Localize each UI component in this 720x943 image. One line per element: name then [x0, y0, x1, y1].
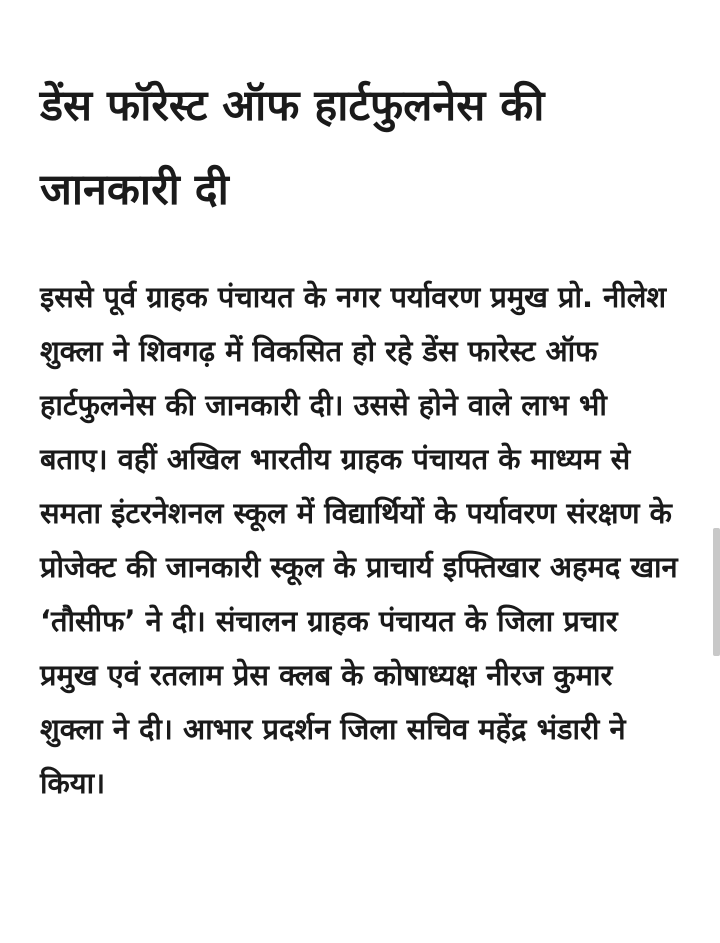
article-headline: डेंस फॉरेस्ट ऑफ हार्टफुलनेस की जानकारी दी: [40, 81, 545, 215]
article-body: इससे पूर्व ग्राहक पंचायत के नगर पर्यावरण प्रमुख प्रो. नीलेश शुक्ला ने शिवगढ़ में विकसित हो रहे डेंस फारेस्ट ऑफ हार्टफुलनेस की जानकारी दी। उससे होने वाले लाभ भी बताए। वहीं अखिल भारतीय ग्राहक पंचायत के माध्यम से समता इंटरनेशनल स्कूल में विद्यार्थियों के पर्यावरण संरक्षण के प्रोजेक्ट की जानकारी स्कूल के प्राचार्य इफ्तिखार अहमद खान ‘तौसीफ’ ने दी। संचालन ग्राहक पंचायत के जिला प्रचार प्रमुख एवं रतलाम प्रेस क्लब के कोषाध्यक्ष नीरज कुमार शुक्ला ने दी। आभार प्रदर्शन जिला सचिव महेंद्र भंडारी ने किया।: [40, 280, 678, 800]
scrollbar-thumb[interactable]: [713, 528, 720, 656]
